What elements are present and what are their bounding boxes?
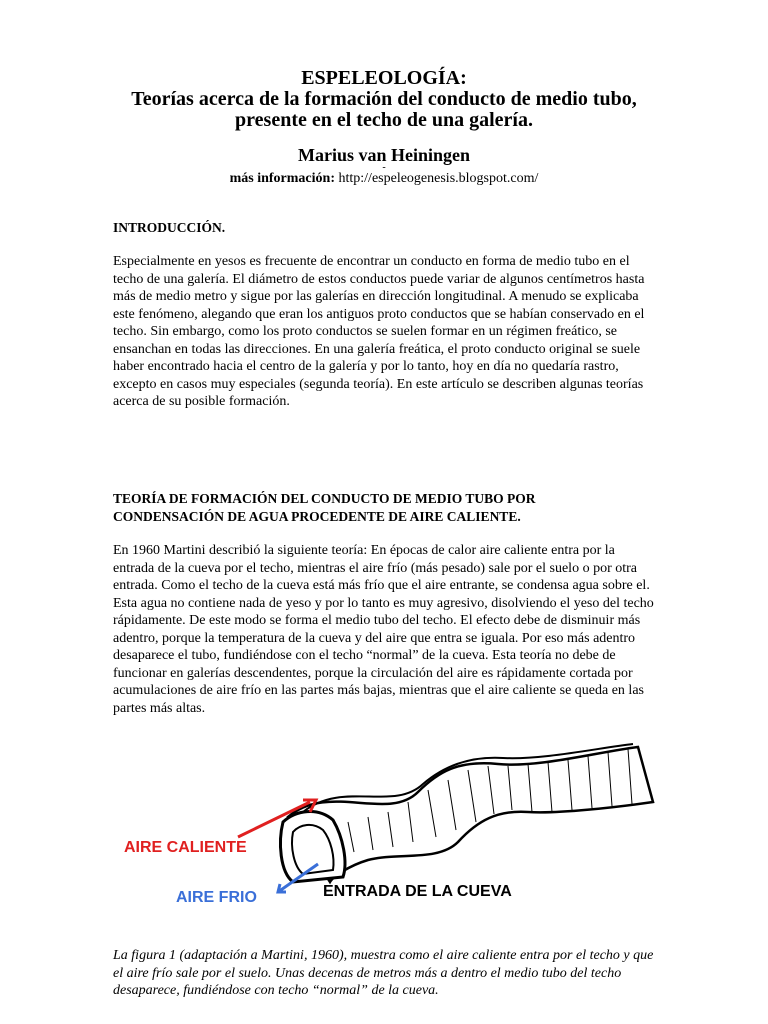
document-title: ESPELEOLOGÍA: xyxy=(301,67,467,89)
section-paragraph: En 1960 Martini describió la siguiente teoría: En épocas de calor aire caliente entra por la entrada de la cueva por el techo, mientras el aire frío (más pesado) sale por el suelo o por otra entrada. Como el techo de la cueva está más frío que el aire entrante, se condensa agua sobre el. Esta agua no contiene nada de yeso y por lo tanto es muy agresivo, disolviendo el yeso del techo rápidamente. De este modo se forma el medio tubo del techo. El efecto debe de disminuir más adentro, porque la temperatura de la cueva y del aire que entra se iguala. Por eso más adentro desaparece el tubo, fundiéndose con el techo “normal” de la cueva. Esta teoría no debe de funcionar en galerías descendentes, porque la circulación del aire es rápidamente cortada por acumulaciones de aire frío en las partes más bajas, mientras que el aire caliente se queda en las partes más altas. xyxy=(113,543,654,716)
author-name: Marius van Heiningen xyxy=(297,145,471,165)
cave-diagram-svg xyxy=(118,742,658,942)
entrance-label: ENTRADA DE LA CUEVA xyxy=(323,883,512,900)
figure-caption: La figura 1 (adaptación a Martini, 1960), muestra como el aire caliente entra por el techo y que el aire frío sale por el suelo. Unas decenas de metros más a dentro el medio tubo del techo desaparece, fundiéndose con techo “normal” de la cueva. xyxy=(113,948,654,998)
separator: - xyxy=(382,162,386,173)
section-introduccion xyxy=(113,219,658,411)
document-subtitle-line2: presente en el techo de una galería. xyxy=(235,109,533,131)
more-info-line xyxy=(0,171,768,187)
section-teoria-condensacion xyxy=(113,490,658,717)
document-subtitle-line1: Teorías acerca de la formación del conducto de medio tubo, xyxy=(131,88,637,110)
section-paragraph: Especialmente en yesos es frecuente de encontrar un conducto en forma de medio tubo en el techo de una galería. El diámetro de estos conductos puede variar de algunos centímetros hasta más de medio metro y sigue por las galerías en dirección longitudinal. A menudo se explicaba este fenómeno, alegando que eran los antiguos proto conductos que se habían conservado en el techo. Sin embargo, como los proto conductos se suelen formar en un régimen freático, se ensanchan en todas las direcciones. En una galería freática, el proto conducto original se suele haber encontrado hacia el centro de la galería y por lo tanto, hoy en día no quedaría rastro, excepto en casos muy especiales (segunda teoría). En este artículo se describen algunas teorías acerca de su posible formación. xyxy=(113,254,645,409)
hot-air-label: AIRE CALIENTE xyxy=(124,839,247,856)
title-block xyxy=(0,68,768,187)
cold-air-label: AIRE FRIO xyxy=(176,889,257,906)
section-heading-line1: TEORÍA DE FORMACIÓN DEL CONDUCTO DE MEDIO TUBO POR xyxy=(113,491,536,506)
cave-entrance-outline xyxy=(280,812,344,882)
section-heading: INTRODUCCIÓN. xyxy=(113,220,226,235)
more-info-url[interactable]: http://espeleogenesis.blogspot.com/ xyxy=(338,171,539,186)
more-info-label: más información: xyxy=(229,171,335,186)
section-heading-line2: CONDENSACIÓN DE AGUA PROCEDENTE DE AIRE CALIENTE. xyxy=(113,509,521,524)
figure-cave-diagram xyxy=(118,742,658,942)
